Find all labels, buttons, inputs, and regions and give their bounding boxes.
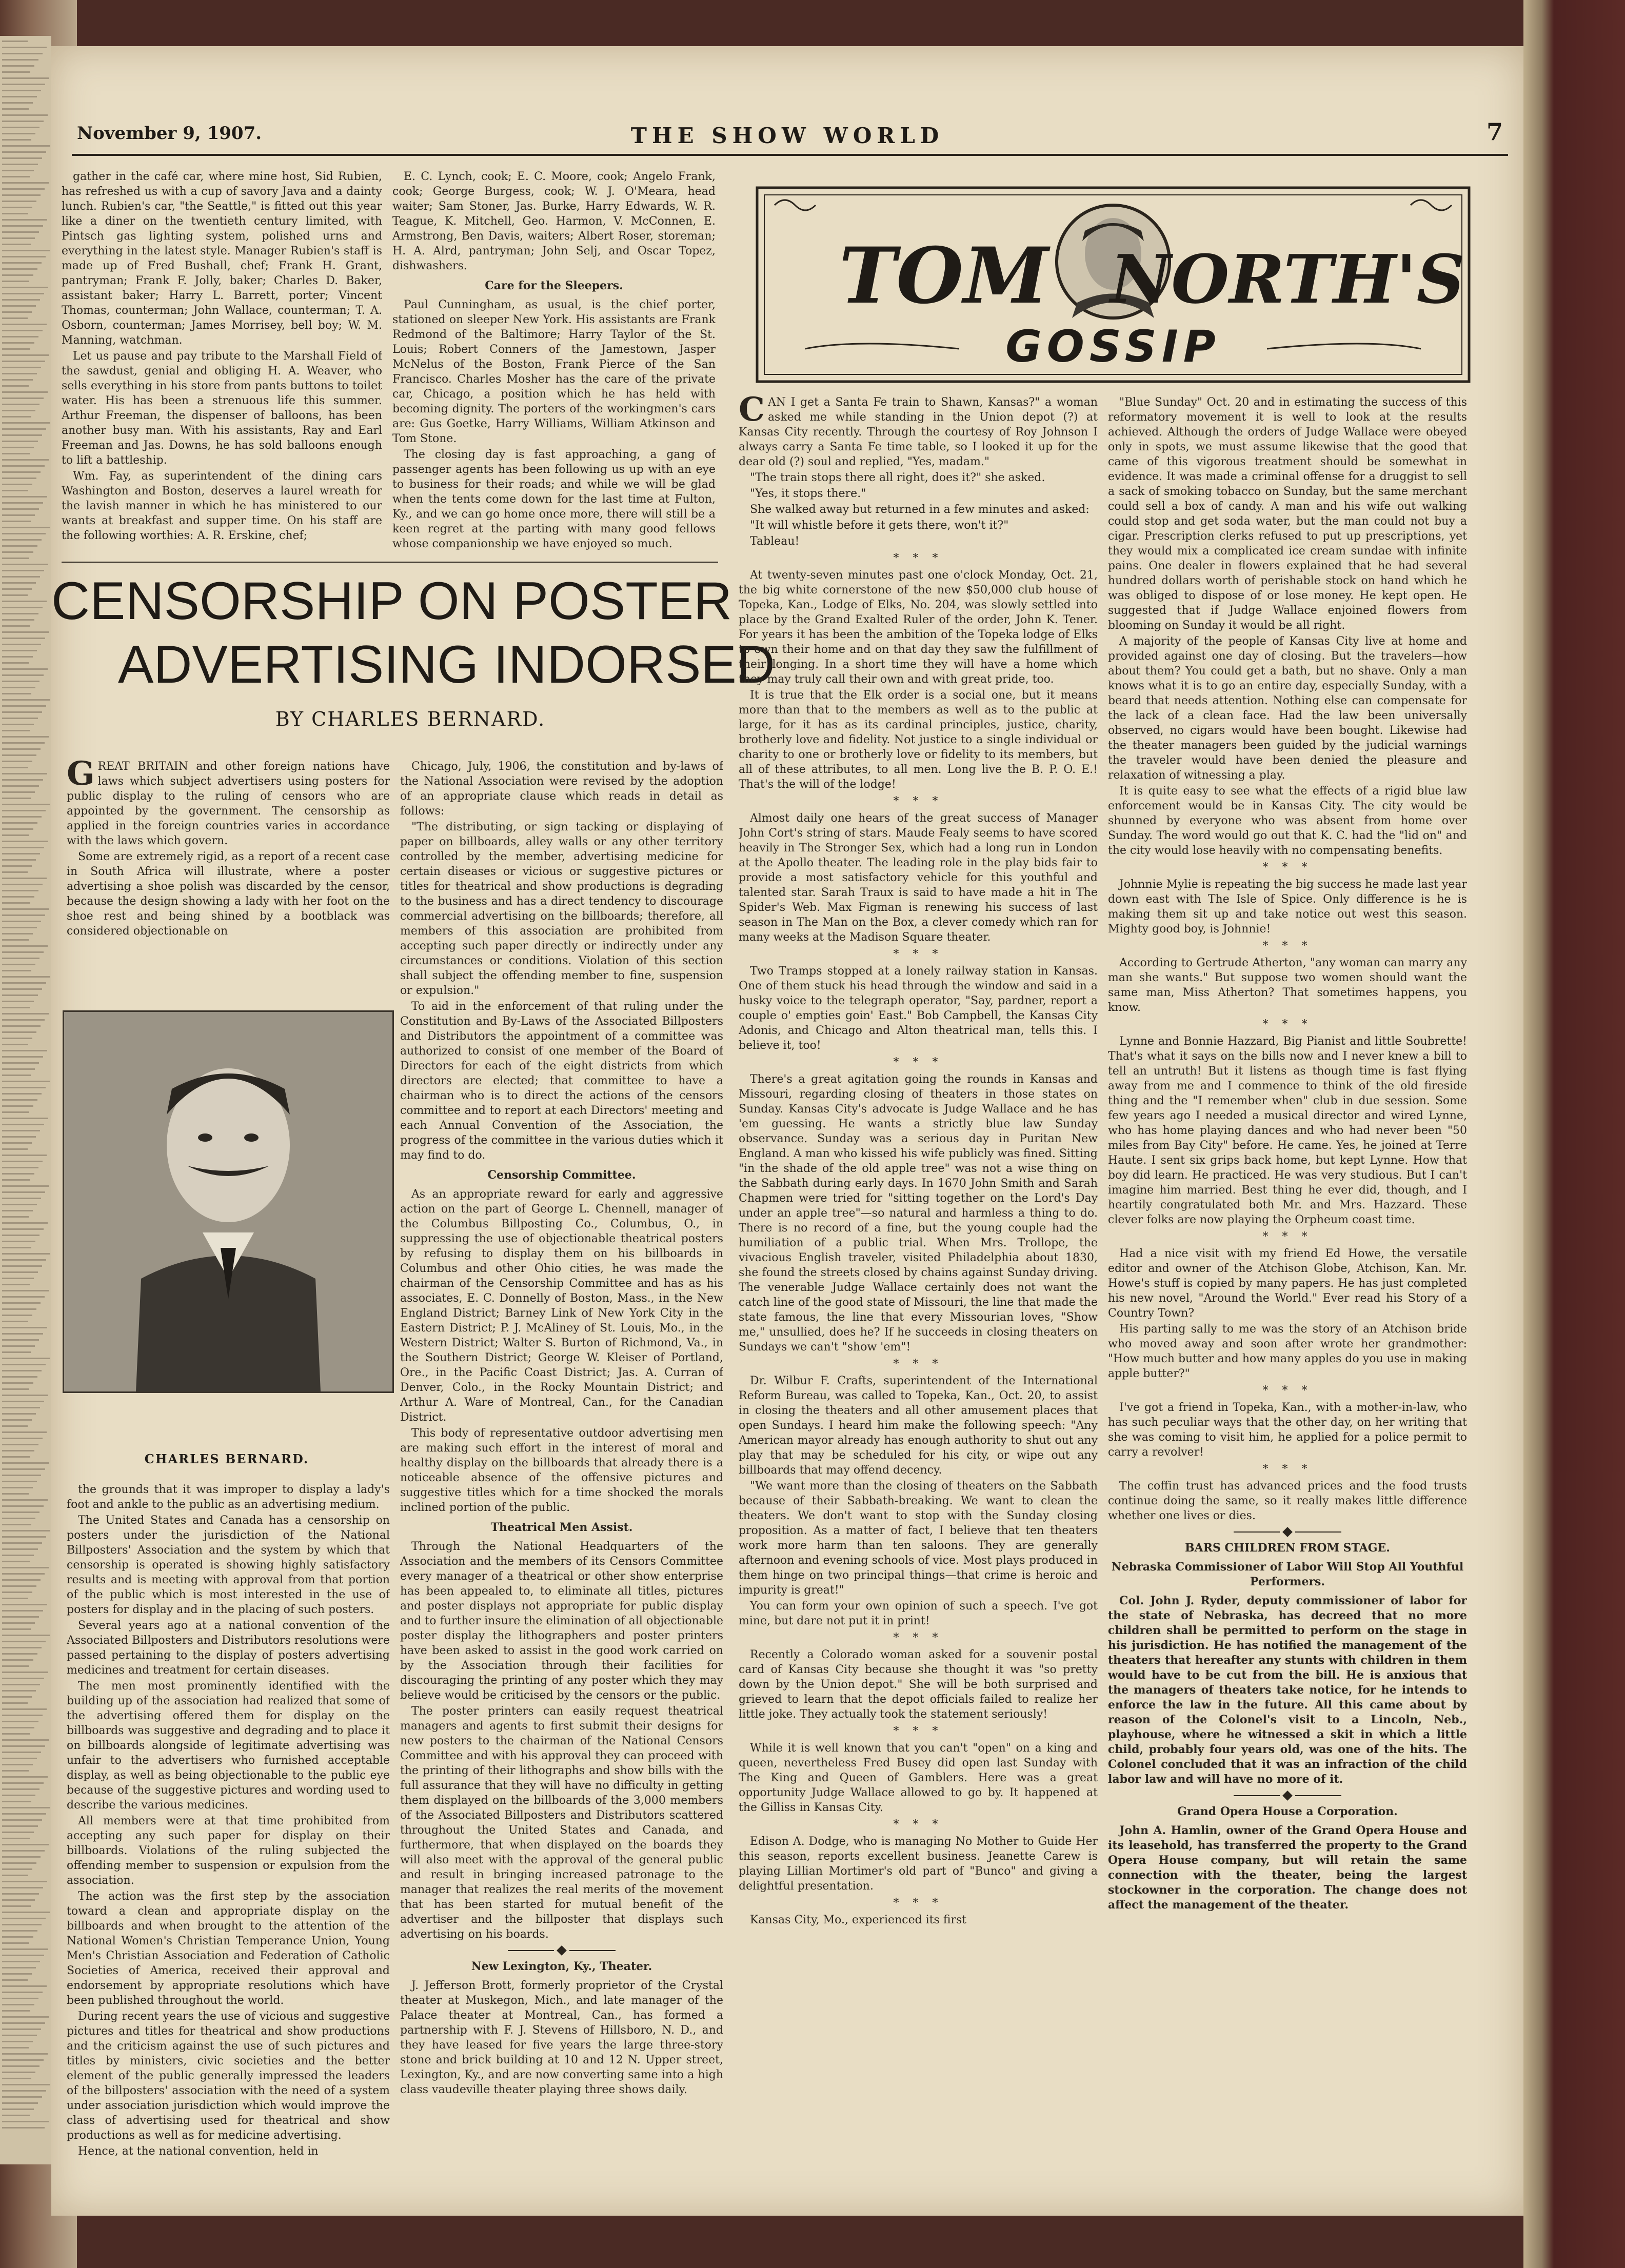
lead-text: AN I get a Santa Fe train to Shawn, Kansas?" a woman asked me while standing in the Union depot (?) at Kansas City recently. Through the courtesy of Roy Johnson I always carry a Santa Fe time table, so I looked it up for the dear old (?) soul and replied, "Yes, madam.": [739, 396, 1098, 468]
paragraph: His parting sally to me was the story of an Atchison bride who moved away and soon after wrote her grandmother: "How much butter and how many apples do you use in making apple butter?": [1108, 1323, 1467, 1380]
gossip-subtitle: GOSSIP: [1005, 321, 1221, 372]
paragraph: Through the National Headquarters of the Association and the members of its Censors Committee every manager of a theatrical or other show enterprise has been appealed to, to eliminate all titles, pictures and poster displays not appropriate for public display and to further insure the elimination of all objectionable poster display the lithographers and poster printers have been asked to assist in the good work carried on by the Association through their facilities for discouraging the printing of any poster which they may believe would be criticised by the censors or the public.: [400, 1540, 723, 1702]
paragraph: The closing day is fast approaching, a gang of passenger agents has been following us up with an eye to business for their roads; and while we will be glad when the tents come down for the last time at Fulton, Ky., and we can go home once more, there will still be a keen regret at the parting with many good fellows whose companionship we have enjoyed so much.: [392, 448, 716, 550]
paragraph: Johnnie Mylie is repeating the big success he made last year down east with The Isle of Spice. Only difference is he is making them sit up and take notice out west this season. Mighty good boy, is Johnnie!: [1108, 878, 1467, 936]
drop-cap: C: [739, 395, 765, 429]
section-divider: [62, 562, 718, 563]
lead-text: REAT BRITAIN and other foreign nations have laws which subject advertisers using posters for public display to the ruling of censors who are appointed by the government. The censorship as applied in the foreign countries varies in accordance with the laws which govern.: [67, 760, 390, 847]
censorship-col-a-bottom: [67, 1482, 390, 2205]
masthead-rule: [72, 154, 1508, 156]
headline: [51, 569, 775, 697]
paragraph: Paul Cunningham, as usual, is the chief porter, stationed on sleeper New York. His assistants are Frank Redmond of the Baltimore; Harry Taylor of the St. Louis; Robert Conners of the Jamestown, Jasper McNelus of the Boston, Frank Pierce of the San Francisco. Charles Mosher has the care of the private car, Chicago, a position which he has held with becoming dignity. The porters of the workingmen's cars are: Gus Goetke, Harry Williams, William Atkinson and Tom Stone.: [392, 299, 716, 445]
portrait-illustration: [64, 1012, 392, 1391]
paragraph: According to Gertrude Atherton, "any woman can marry any man she wants." But suppose two women should want the same man, Miss Atherton? That sometimes happens, you know.: [1108, 957, 1467, 1014]
paragraph: Edison A. Dodge, who is managing No Mother to Guide Her this season, reports excellent business. Jeanette Carew is playing Lillian Mortimer's old part of "Bunco" and giving a delightful presentation.: [739, 1835, 1098, 1893]
paragraph: "The train stops there all right, does it?" she asked.: [750, 471, 1045, 484]
sleeper-article-col1: [62, 169, 382, 559]
paragraph: Hence, at the national convention, held in: [78, 2145, 319, 2158]
gossip-col-c: [739, 395, 1098, 2205]
gossip-title-right: NORTH'S: [1110, 240, 1465, 319]
separator-stars: * * *: [893, 552, 943, 565]
paragraph: E. C. Lynch, cook; E. C. Moore, cook; Angelo Frank, cook; George Burgess, cook; W. J. O'Meara, head waiter; Sam Stoner, Jas. Burke, Harry Edwards, W. R. Teague, K. Mitchell, Geo. Harmon, V. McConnen, E. Armstrong, Ben Davis, waiters; Albert Roser, storeman; H. A. Alrd, pantryman; John Selj, and Oscar Topez, dishwashers.: [392, 170, 716, 272]
paragraph: She walked away but returned in a few minutes and asked:: [750, 503, 1089, 516]
book-edge-right: [1523, 0, 1625, 2268]
paragraph: Two Tramps stopped at a lonely railway station in Kansas. One of them stuck his head through the window and said in a husky voice to the telegraph operator, "Say, pardner, report a couple o' empties goin' East." Bob Campbell, the Kansas City Adonis, and Chicago and Alton theatrical man, tells this. I believe it, too!: [739, 965, 1098, 1052]
paragraph: The coffin trust has advanced prices and the food trusts continue doing the same, so it really makes little difference whether one lives or dies.: [1108, 1480, 1467, 1522]
paragraph: The poster printers can easily request theatrical managers and agents to first submit their designs for new posters to the chairman of the National Censors Committee and with his approval they can proceed with the printing of their lithographs and show bills with the full assurance that they will have no difficulty in getting them displayed on the billboards of the 3,000 members of the Associated Billposters and Distributors scattered throughout the United States and Canada, and furthermore, that when displayed on the boards they will also meet with the approval of the general public and result in bringing increased patronage to the manager that realizes the real merits of the movement that has been started for mutual benefit of the advertiser and the billposter that displays such advertising on his boards.: [400, 1705, 723, 1941]
section-heading: Theatrical Men Assist.: [490, 1521, 633, 1534]
paragraph: Almost daily one hears of the great success of Manager John Cort's string of stars. Maude Fealy seems to have scored heavily in The Stronger Sex, which had a long run in London at the Apollo theater. The leading role in the play bids fair to provide a most satisfactory vehicle for this youthful and talented star. Sarah Traux is said to have made a hit in The Spider's Web. Max Figman is renewing his success of last season in The Man on the Box, a clever comedy which ran for many weeks at the Madison Square theater.: [739, 812, 1098, 944]
paragraph: Let us pause and pay tribute to the Marshall Field of the sawdust, genial and obliging H. A. Weaver, who sells everything in his store from pants buttons to toilet water. His has been a strenuous life this summer. Arthur Freeman, the dispenser of balloons, has been another busy man. With his assistants, Ray and Earl Freeman and Jas. Downs, he has sold balloons enough to lift a battleship.: [62, 350, 382, 467]
paragraph: Recently a Colorado woman asked for a souvenir postal card of Kansas City because she thought it was "so pretty down by the Union depot." She will be both surprised and grieved to learn that the depot officials failed to realize her little joke. They actually took the statement seriously!: [739, 1648, 1098, 1721]
paragraph: The men most prominently identified with the building up of the association had realized that some of the advertising offered them for display on the billboards was suggestive and degrading and to place it on billboards alongside of legitimate advertising was unfair to the advertisers who furnished acceptable display, as well as being objectionable to the public eye because of the suggestive pictures and wording used to describe the various medicines.: [67, 1680, 390, 1812]
paragraph: "It will whistle before it gets there, won't it?": [750, 519, 1009, 532]
paragraph: The United States and Canada has a censorship on posters under the jurisdiction of the National Billposters' Association and the system by which that censorship is operated is showing highly satisfactory results and is meeting with approval from that portion of the public which is most interested in the use of posters for display and in the placing of such posters.: [67, 1514, 390, 1616]
paragraph: At twenty-seven minutes past one o'clock Monday, Oct. 21, the big white cornerstone of the new $50,000 club house of Topeka, Kan., Lodge of Elks, No. 204, was slowly settled into place by the Grand Exalted Ruler of the order, John K. Tener. For years it has been the ambition of the Topeka lodge of Elks to own their home and on that day they saw the fulfillment of their longing. In a short time they will have a home which they may truly call their own and with great pride, too.: [739, 569, 1098, 686]
section-heading: Censorship Committee.: [487, 1168, 636, 1182]
paragraph: As an appropriate reward for early and aggressive action on the part of George L. Chennell, manager of the Columbus Billposting Co., Columbus, O., in suppressing the use of objectionable theatrical posters by refusing to display them on his billboards in Columbus and other Ohio cities, he was made the chairman of the Censorship Committee and has as his associates, E. C. Donnelly of Boston, Mass., in the New England District; Barney Link of New York City in the Eastern District; P. J. McAliney of St. Louis, Mo., in the Western District; Walter S. Burton of Richmond, Va., in the Southern District; George W. Kleiser of Portland, Ore., in the Pacific Coast District; Jas. A. Curran of Denver, Colo., in the Rocky Mountain District; and Arthur A. Ware of Montreal, Can., for the Canadian District.: [400, 1188, 723, 1424]
paragraph: Dr. Wilbur F. Crafts, superintendent of the International Reform Bureau, was called to Topeka, Kan., Oct. 20, to assist in closing the theaters and all other amusement places that open Sundays. I heard him make the following speech: "Any American mayor already has enough authority to shut out any play that may be scheduled for his city, or wipe out any billboards that may offend decency.: [739, 1375, 1098, 1477]
separator-stars: * * *: [893, 1725, 943, 1738]
gossip-banner-art: [754, 185, 1472, 385]
lead-paragraph: [67, 759, 390, 848]
headline-line-1: CENSORSHIP ON POSTER: [51, 571, 732, 631]
sleeper-article-col2: [392, 169, 716, 559]
paragraph: J. Jefferson Brott, formerly proprietor of the Crystal theater at Muskegon, Mich., and late manager of the Palace theater at Montreal, Can., has formed a partnership with F. J. Stevens of Hillsboro, N. D., and they have leased for five years the large three-story stone and brick building at 10 and 12 N. Upper street, Lexington, Ky., and are now converting same into a high class vaudeville theater playing three shows daily.: [400, 1979, 723, 2096]
paragraph: Wm. Fay, as superintendent of the dining cars Washington and Boston, deserves a laurel wreath for the lavish manner in which he has ministered to our wants at breakfast and supper time. On his staff are the following worthies: A. R. Erskine, chef;: [62, 470, 382, 542]
page-number: 7: [1486, 118, 1503, 146]
paragraph: "The distributing, or sign tacking or displaying of paper on billboards, alley walls or any other territory controlled by the member, advertising medicine for certain diseases or vicious or suggestive pictures or titles for theatrical and show productions is degrading to the business and has a direct tendency to discourage commercial advertising on the billboards; therefore, all members of this association are prohibited from accepting such paper directly or indirectly under any circumstances or conditions. Violation of this section shall subject the offending member to fine, suspension or expulsion.": [400, 821, 723, 997]
separator-stars: * * *: [1262, 861, 1313, 874]
paragraph: Col. John J. Ryder, deputy commissioner of labor for the state of Nebraska, has decreed that no more children shall be permitted to perform on the stage in his jurisdiction. He has notified the management of the theaters that hereafter any stunts with children in them would have to be cut from the bill. He is anxious that the managers of theaters take notice, for he intends to enforce the law in the future. All this came about by reason of the Colonel's visit to a Lincoln, Neb., playhouse, where he witnessed a skit in which a little child, probably four years old, was one of the hits. The Colonel concluded that it was an infraction of the child labor law and will have no more of it.: [1108, 1594, 1467, 1786]
byline: BY CHARLES BERNARD.: [275, 708, 546, 730]
paragraph: A majority of the people of Kansas City live at home and provided against one day of closing. But the travelers—how about them? You could get a bath, but no shave. Only a man knows what it is to go an entire day, especially Sunday, with a beard that needs attention. Nothing else can compensate for the lack of a clean face. Had the law been universally observed, no cigars would have been bought. Likewise had the theater managers been guided by the judicial warnings the traveler would have been denied the pleasure and relaxation of witnessing a play.: [1108, 635, 1467, 782]
section-heading: New Lexington, Ky., Theater.: [471, 1960, 652, 1973]
separator-stars: * * *: [1262, 1018, 1313, 1031]
paragraph: All members were at that time prohibited from accepting any such paper for display on their billboards. Violations of the ruling subjected the offending member to suspension or expulsion from the association.: [67, 1815, 390, 1887]
separator-stars: * * *: [893, 795, 943, 808]
paragraph: To aid in the enforcement of that ruling under the Constitution and By-Laws of the Associated Billposters and Distributors the appointment of a committee was authorized to consist of one member of the Board of Directors for each of the eight districts from which directors are elected; that committee to have a chairman who is to direct the actions of the censors committee and to report at each Directors' meeting and each Annual Convention of the Association, the progress of the committee in the various duties which it may find to do.: [400, 1000, 723, 1162]
censorship-col-b: [400, 759, 723, 2205]
paragraph: There's a great agitation going the rounds in Kansas and Missouri, regarding closing of theaters in those states on Sunday. Kansas City's advocate is Judge Wallace and he has 'em guessing. He wants a strictly blue law Sunday observance. Sunday was a serious day in Puritan New England. A man who kissed his wife publicly was fined. Sitting "in the shade of the old apple tree" was not a wise thing on the Sabbath during early days. In 1670 John Smith and Sarah Chapmen were tried for "sitting together on the Lord's Day under an apple tree"—so natural and harmless a thing to do. There is no record of a fine, but the young couple had the humiliation of a public trial. When Mrs. Trollope, the vivacious English traveler, visited Philadelphia about 1830, she found the streets closed by chains against Sunday driving. The venerable Judge Wallace certainly does not want the catch line of the good state of Missouri, the line that made the state famous, the line that every Missourian loves, "Show me," unsullied, does he? If he succeeds in closing theaters on Sundays we can't "show 'em"!: [739, 1073, 1098, 1354]
gossip-title-left: TOM: [839, 231, 1049, 321]
paragraph: gather in the café car, where mine host, Sid Rubien, has refreshed us with a cup of savory Java and a dainty lunch. Rubien's car, "the Seattle," is fitted out this year like a diner on the twentieth century limited, with Pintsch gas lighting system, polished urns and everything in the latest style. Manager Rubien's staff is made up of Fred Bushall, chef; Frank H. Grant, pantryman; Frank F. Jolly, baker; Charles D. Baker, assistant baker; Harry L. Barrett, porter; Vincent Thomas, counterman; John Wallace, counterman; T. A. Osborn, counterman; James Morrisey, bell boy; W. M. Manning, watchman.: [62, 170, 382, 347]
ornament-divider: [400, 1947, 723, 1954]
lead-paragraph: [739, 395, 1098, 469]
paragraph: Some are extremely rigid, as a report of a recent case in South Africa will illustrate, where a poster advertising a shoe polish was discarded by the censor, because the design showing a lady with her foot on the shoe rest and being shined by a bootblack was considered objectionable on: [67, 850, 390, 938]
section-heading: Grand Opera House a Corporation.: [1177, 1805, 1398, 1818]
paragraph: It is quite easy to see what the effects of a rigid blue law enforcement would be in Kansas City. The city would be shunned by everyone who was absent from home over Sunday. The word would go out that K. C. had the "lid on" and the city would lose heavily with no compensating benefits.: [1108, 785, 1467, 857]
separator-stars: * * *: [893, 1358, 943, 1370]
separator-stars: * * *: [1262, 1384, 1313, 1397]
censorship-col-a-top: [67, 759, 390, 1005]
separator-stars: * * *: [893, 1632, 943, 1644]
paragraph: Kansas City, Mo., experienced its first: [750, 1914, 967, 1926]
paragraph: John A. Hamlin, owner of the Grand Opera House and its leasehold, has transferred the property to the Grand Opera House company, but will retain the same connection with the theater, being the largest stockowner in the corporation. The change does not affect the management of the theater.: [1108, 1824, 1467, 1912]
masthead-title: THE SHOW WORLD: [630, 123, 944, 148]
paragraph: I've got a friend in Topeka, Kan., with a mother-in-law, who has such peculiar ways that the other day, on her writing that she was coming to visit him, he applied for a police permit to carry a revolver!: [1108, 1401, 1467, 1459]
paragraph: "Blue Sunday" Oct. 20 and in estimating the success of this reformatory movement it is well to look at the results achieved. Although the orders of Judge Wallace were obeyed only in spots, we must assume likewise that the good that came of this vigorous treatment should be somewhat in evidence. It was made a criminal offense for a druggist to sell a sack of smoking tobacco on Sunday, but the same merchant could sell a box of candy. A man and his wife out walking could stop and get soda water, but the man could not buy a cigar. Prescription clerks refused to put up prescriptions, yet they would mix a complicated ice cream sundae with infinite pains. One dealer in flowers explained that he had several hundred dollars worth of perishable stock on hand which he was obliged to dispose of or lose money. He kept open. He suggested that if Judge Wallace enjoined flowers from blooming on Sunday it would be all right.: [1108, 396, 1467, 632]
paragraph: This body of representative outdoor advertising men are making such effort in the interest of moral and healthy display on the billboards that already there is a noticeable absence of the offensive pictures and suggestive titles which for a time shocked the morals inclined portion of the public.: [400, 1427, 723, 1514]
paragraph: Several years ago at a national convention of the Associated Billposters and Distributors resolutions were passed pertaining to the display of posters advertising medicines and treatment for certain diseases.: [67, 1619, 390, 1677]
paragraph: While it is well known that you can't "open" on a king and queen, nevertheless Fred Busey did open last Sunday with The King and Queen of Gamblers. Here was a great opportunity Judge Wallace allowed to go by. It happened at the Gilliss in Kansas City.: [739, 1742, 1098, 1814]
gossip-col-d: [1108, 395, 1467, 2205]
paragraph: You can form your own opinion of such a speech. I've got mine, but dare not put it in print!: [739, 1600, 1098, 1627]
separator-stars: * * *: [1262, 1463, 1313, 1476]
paragraph: the grounds that it was improper to display a lady's foot and ankle to the public as an advertising medium.: [67, 1483, 390, 1511]
paragraph: It is true that the Elk order is a social one, but it means more than that to the members as well as to the public at large, for it has as its cardinal principles, justice, charity, brotherly love and fidelity. Not justice to a single individual or charity to one or brotherly love or fidelity to its members, but all of these attributes, to all men. Long live the B. P. O. E.! That's the will of the lodge!: [739, 689, 1098, 791]
gossip-banner: [754, 185, 1472, 385]
section-subheading: Nebraska Commissioner of Labor Will Stop All Youthful Performers.: [1111, 1560, 1464, 1588]
newspaper-page: [51, 46, 1523, 2216]
paragraph: "We want more than the closing of theaters on the Sabbath because of their Sabbath-breaking. We want to clean the theaters. We don't want to stop with the Sunday closing proposition. As a matter of fact, I believe that ten theaters work more harm than ten saloons. They are generally afternoon and evening schools of vice. Most plays produced in them hinge on two principal things—that crime is heroic and impurity is great!": [739, 1480, 1098, 1597]
paragraph: Tableau!: [750, 535, 800, 548]
separator-stars: * * *: [1262, 1230, 1313, 1243]
separator-stars: * * *: [893, 1897, 943, 1909]
paragraph: Lynne and Bonnie Hazzard, Big Pianist and little Soubrette! That's what it says on the bills now and I never knew a bill to tell an untruth! But it listens as though time is fast flying away from me and I commence to think of the old fireside thing and the "I remember when" club in due session. Some few years ago I needed a musical director and wired Lynne, who has home playing dances and who had never been "50 miles from Bay City" before. He came. Yes, he joined at Terre Haute. I sent six grips back home, but kept Lynne. How that boy did learn. He practiced. He was very studious. But I can't imagine him married. Best thing he ever did, though, and I heartily congratulated both Mr. and Mrs. Hazzard. These clever folks are now playing the Orpheum coast time.: [1108, 1035, 1467, 1226]
separator-stars: * * *: [893, 1056, 943, 1069]
paragraph: The action was the first step by the association toward a clean and appropriate display on the billboards and when brought to the attention of the National Women's Christian Temperance Union, Young Men's Christian Association and Federation of Catholic Societies of America, received their approval and endorsement by appropriate resolutions which have been published throughout the world.: [67, 1890, 390, 2007]
section-heading: Care for the Sleepers.: [485, 279, 623, 292]
separator-stars: * * *: [893, 1818, 943, 1831]
paragraph: During recent years the use of vicious and suggestive pictures and titles for theatrical and show productions and the criticism against the use of such pictures and titles by ministers, civic societies and the better element of the public generally impressed the leaders of the billposters' association with the need of a system under association jurisdiction which would improve the class of advertising used for theatrical and show productions as well as for medicine advertising.: [67, 2010, 390, 2142]
page-date: November 9, 1907.: [77, 123, 262, 144]
headline-line-2: ADVERTISING INDORSED: [118, 635, 775, 694]
separator-stars: * * *: [1262, 940, 1313, 952]
paragraph: "Yes, it stops there.": [750, 487, 866, 500]
previous-page-edge: [0, 36, 51, 2164]
section-heading: BARS CHILDREN FROM STAGE.: [1185, 1541, 1390, 1555]
separator-stars: * * *: [893, 948, 943, 961]
ornament-divider: [1108, 1792, 1467, 1799]
drop-cap: G: [67, 759, 95, 793]
portrait-photo: [63, 1010, 394, 1393]
photo-caption: CHARLES BERNARD.: [144, 1451, 309, 1466]
ornament-divider: [1108, 1528, 1467, 1536]
paragraph: Chicago, July, 1906, the constitution and by-laws of the National Association were revised by the adoption of an appropriate clause which reads in detail as follows:: [400, 760, 723, 818]
paragraph: Had a nice visit with my friend Ed Howe, the versatile editor and owner of the Atchison Globe, Atchison, Kan. Mr. Howe's stuff is copied by many papers. He has just completed his new novel, "Around the World." Ever read his Story of a Country Town?: [1108, 1247, 1467, 1320]
